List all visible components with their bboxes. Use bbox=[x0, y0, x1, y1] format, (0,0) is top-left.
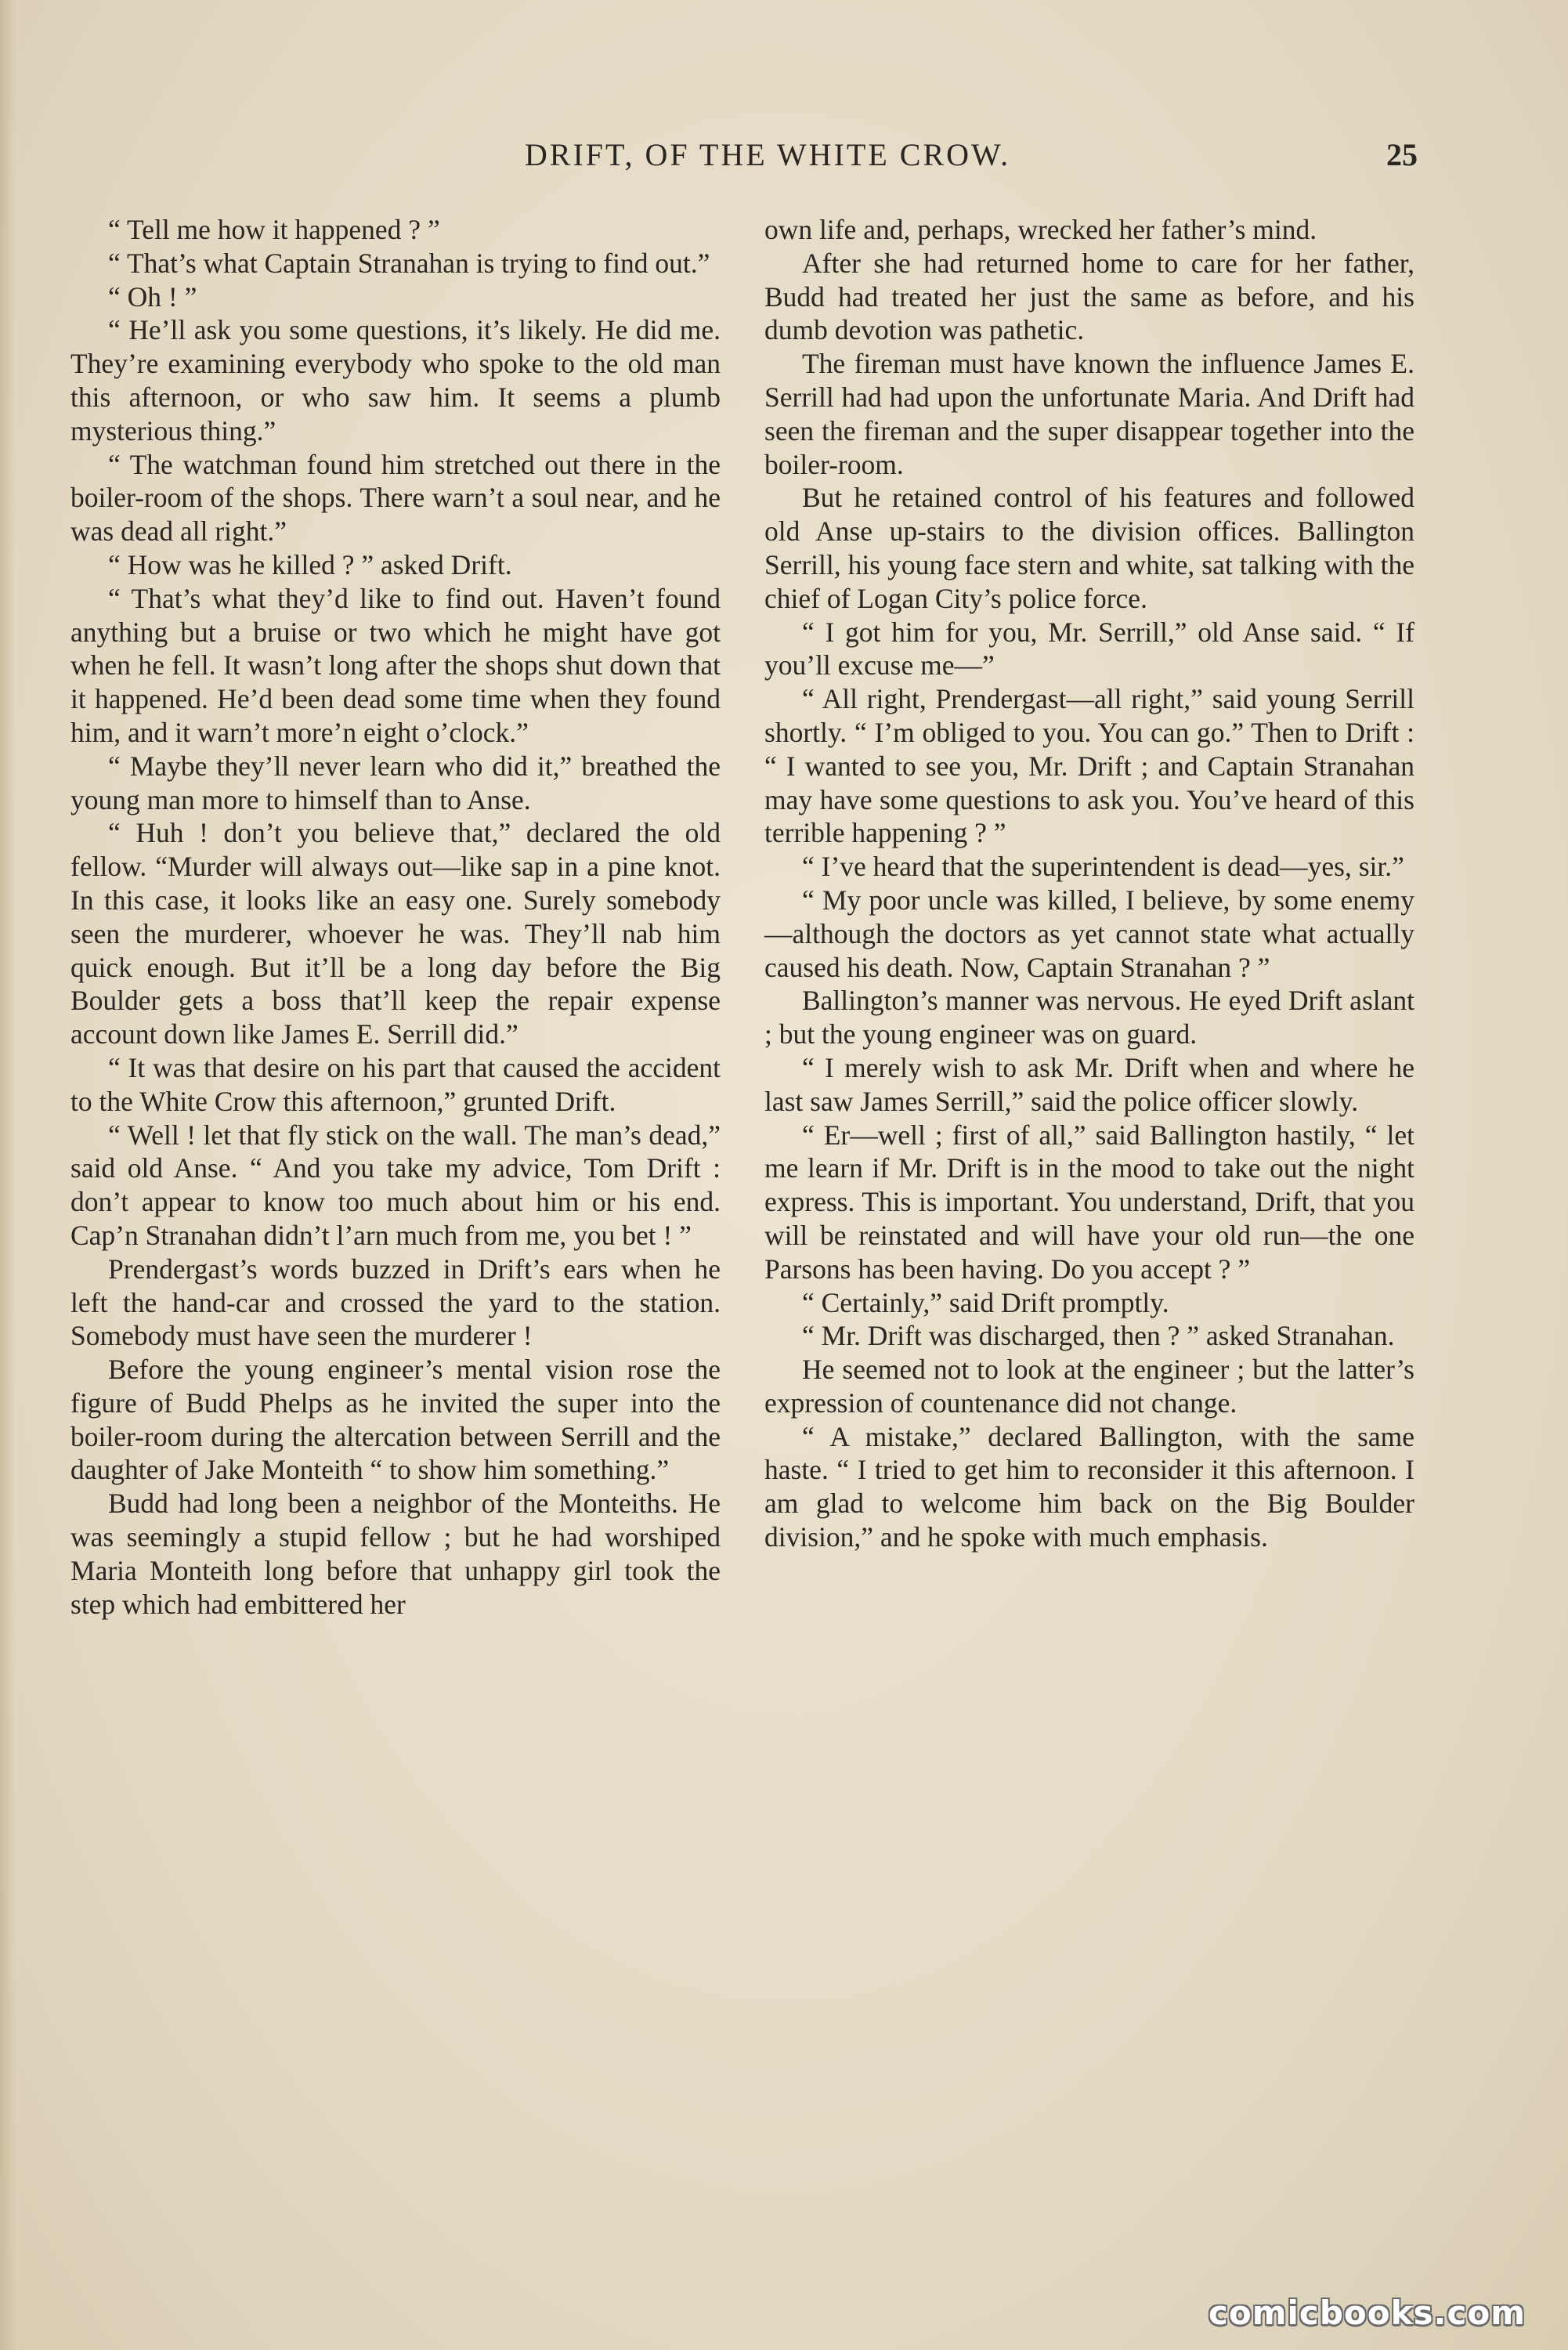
paragraph: “ Maybe they’ll never learn who did it,” breathed the young man more to himself than to Anse. bbox=[70, 750, 721, 815]
page-spine-shadow bbox=[0, 0, 16, 2350]
paragraph: “ He’ll ask you some questions, it’s likely. He did me. They’re examining everybody who spoke to the old man this afternoon, or who saw him. It seems a plumb mysterious thing.” bbox=[70, 314, 721, 446]
paragraph: “ That’s what they’d like to find out. Haven’t found anything but a bruise or two which he might have got when he fell. It wasn’t long after the shops shut down that it happened. He’d been dead some time when they found him, and it warn’t more’n eight o’clock.” bbox=[70, 582, 721, 748]
running-title: DRIFT, OF THE WHITE CROW. bbox=[524, 137, 1011, 172]
paragraph: “ Huh ! don’t you believe that,” declared the old fellow. “Murder will always out—like sap in a pine knot. In this case, it looks like an easy one. Surely somebody seen the murderer, whoever he was. They’ll nab him quick enough. But it’ll be a long day before the Big Boulder gets a boss that’ll keep the repair expense account down like James E. Serrill did.” bbox=[70, 817, 721, 1050]
paragraph: “ I’ve heard that the superintendent is dead—yes, sir.” bbox=[802, 851, 1404, 883]
paragraph: “ How was he killed ? ” asked Drift. bbox=[108, 548, 512, 580]
paragraph: “ A mistake,” declared Ballington, with the same haste. “ I tried to get him to reconsider it this afternoon. I am glad to welcome him back on the Big Boulder division,” and he spoke with much emphasis. bbox=[764, 1420, 1414, 1553]
paragraph: Before the young engineer’s mental vision rose the figure of Budd Phelps as he invited the super into the boiler-room during the altercation between Serrill and the daughter of Jake Monteith “ to show him something.” bbox=[70, 1354, 721, 1486]
paragraph: “ The watchman found him stretched out there in the boiler-room of the shops. There warn’t a soul near, and he was dead all right.” bbox=[70, 448, 721, 548]
paragraph: “ Tell me how it happened ? ” bbox=[108, 214, 440, 245]
right-text-column bbox=[764, 213, 1414, 1554]
paragraph: “ That’s what Captain Stranahan is trying to find out.” bbox=[108, 247, 710, 279]
watermark: comicbooks.com bbox=[1209, 2293, 1526, 2332]
paragraph: “ Well ! let that fly stick on the wall. The man’s dead,” said old Anse. “ And you take my advice, Tom Drift : don’t appear to know too much about him or his end. Cap’n Stranahan didn’t l’arn much from me, you bet ! ” bbox=[70, 1119, 721, 1251]
paragraph: He seemed not to look at the engineer ; but the latter’s expression of countenance did not change. bbox=[764, 1354, 1414, 1419]
page-header bbox=[0, 132, 1568, 179]
paragraph: “ Certainly,” said Drift promptly. bbox=[802, 1286, 1169, 1318]
paragraph: “ It was that desire on his part that caused the accident to the White Crow this afternoon,” grunted Drift. bbox=[70, 1051, 721, 1117]
paragraph: Budd had long been a neighbor of the Monteiths. He was seemingly a stupid fellow ; but he had worshiped Maria Monteith long before that unhappy girl took the step which had embittered her bbox=[70, 1488, 721, 1620]
paragraph: “ I merely wish to ask Mr. Drift when and where he last saw James Serrill,” said the police officer slowly. bbox=[764, 1051, 1414, 1117]
paragraph: “ All right, Prendergast—all right,” said young Serrill shortly. “ I’m obliged to you. You can go.” Then to Drift : “ I wanted to see you, Mr. Drift ; and Captain Stranahan may have some questions to ask you. You’ve heard of this terrible happening ? ” bbox=[764, 683, 1414, 849]
paragraph: The fireman must have known the influence James E. Serrill had had upon the unfortunate Maria. And Drift had seen the fireman and the super disappear together into the boiler-room. bbox=[764, 348, 1414, 480]
paragraph: “ Mr. Drift was discharged, then ? ” asked Stranahan. bbox=[802, 1320, 1395, 1352]
paragraph: “ Er—well ; first of all,” said Ballington hastily, “ let me learn if Mr. Drift is in the mood to take out the night express. This is important. You understand, Drift, that you will be reinstated and will have your old run—the one Parsons has been having. Do you accept ? ” bbox=[764, 1119, 1414, 1285]
paragraph: “ My poor uncle was killed, I believe, by some enemy—although the doctors as yet cannot state what actually caused his death. Now, Captain Stranahan ? ” bbox=[764, 884, 1414, 983]
page-number: 25 bbox=[1386, 137, 1418, 172]
paragraph: “ Oh ! ” bbox=[108, 280, 197, 313]
paragraph: “ I got him for you, Mr. Serrill,” old Anse said. “ If you’ll excuse me—” bbox=[764, 616, 1414, 682]
paragraph: Prendergast’s words buzzed in Drift’s ears when he left the hand-car and crossed the yard to the station. Somebody must have seen the murderer ! bbox=[70, 1253, 721, 1352]
left-text-column bbox=[70, 213, 721, 1621]
paragraph: Ballington’s manner was nervous. He eyed Drift aslant ; but the young engineer was on guard. bbox=[764, 985, 1414, 1050]
paragraph: After she had returned home to care for her father, Budd had treated her just the same as before, and his dumb devotion was pathetic. bbox=[764, 247, 1414, 346]
paragraph: But he retained control of his features and followed old Anse up-stairs to the division offices. Ballington Serrill, his young face stern and white, sat talking with the chief of Logan City’s police force. bbox=[764, 482, 1414, 614]
paragraph-continued: own life and, perhaps, wrecked her father’s mind. bbox=[764, 214, 1317, 245]
